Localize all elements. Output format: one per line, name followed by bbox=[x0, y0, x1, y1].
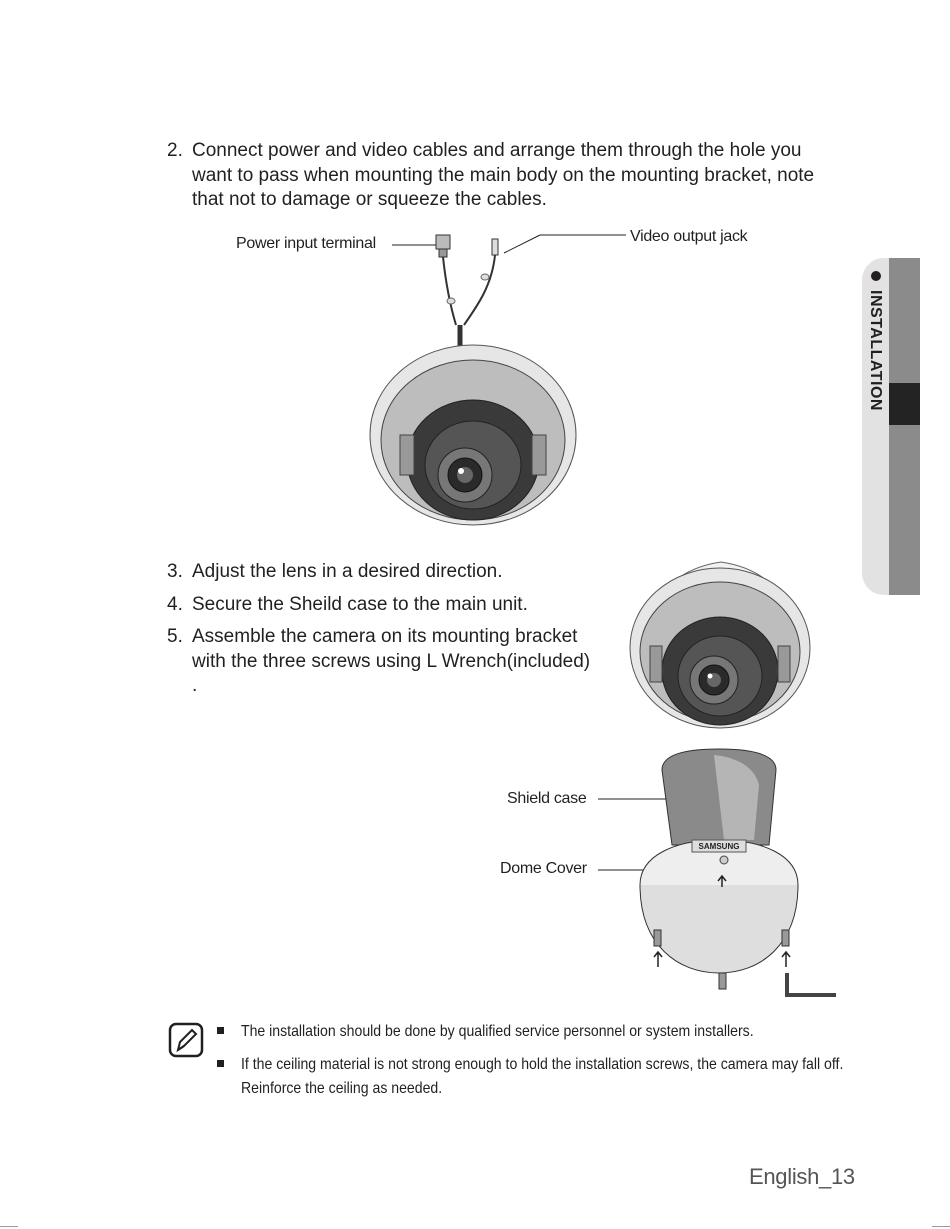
step-2-line-3: that not to damage or squeeze the cables. bbox=[192, 189, 547, 210]
power-input-label: Power input terminal bbox=[236, 235, 376, 252]
shield-case-label: Shield case bbox=[507, 790, 587, 807]
section-tab-band bbox=[889, 258, 920, 595]
step-number: 4. bbox=[167, 594, 183, 615]
note-pencil-icon bbox=[168, 1022, 204, 1058]
dome-cover-icon bbox=[640, 840, 798, 973]
video-leader-line bbox=[504, 235, 540, 253]
step-number: 2. bbox=[167, 140, 183, 161]
samsung-logo: SAMSUNG bbox=[698, 842, 740, 851]
crop-mark bbox=[932, 1226, 950, 1227]
camera-lens-figure bbox=[626, 556, 816, 736]
dome-camera-icon bbox=[630, 562, 810, 728]
step-2-line-2: want to pass when mounting the main body on the mounting bracket, note bbox=[192, 164, 815, 186]
shield-dome-figure bbox=[594, 745, 844, 1000]
step-5-line-1: Assemble the camera on its mounting bracket bbox=[192, 626, 578, 647]
note-item-2-continuation: Reinforce the ceiling as needed. bbox=[241, 1080, 443, 1097]
video-output-label: Video output jack bbox=[630, 228, 748, 245]
page-number: English_13 bbox=[749, 1164, 855, 1189]
arrow-up-icon bbox=[654, 952, 662, 967]
step-number: 5. bbox=[167, 626, 183, 647]
step-3 bbox=[167, 560, 627, 586]
note-item-2: If the ceiling material is not strong enough to hold the installation screws, the camera may fall off. bbox=[241, 1056, 844, 1073]
step-4 bbox=[167, 593, 627, 619]
arrow-up-icon bbox=[782, 952, 790, 967]
l-wrench-icon bbox=[787, 973, 836, 995]
crop-mark bbox=[0, 1226, 18, 1227]
step-4-text: Secure the Sheild case to the main unit. bbox=[192, 594, 528, 615]
step-3-text: Adjust the lens in a desired direction. bbox=[192, 561, 503, 582]
step-5 bbox=[167, 625, 627, 701]
step-5-line-2: with the three screws using L Wrench(included) bbox=[192, 650, 591, 672]
step-2 bbox=[167, 139, 867, 215]
square-bullet-icon bbox=[217, 1060, 224, 1067]
section-tab-text bbox=[862, 258, 889, 595]
step-5-line-3: . bbox=[192, 675, 198, 696]
camera-cables-figure bbox=[360, 225, 780, 545]
note-item-1: The installation should be done by qualified service personnel or system installers. bbox=[241, 1023, 754, 1040]
section-tab-marker bbox=[889, 383, 920, 425]
bullet-dot-icon bbox=[871, 271, 881, 281]
shield-case-icon bbox=[662, 749, 776, 845]
square-bullet-icon bbox=[217, 1027, 224, 1034]
dome-cover-label: Dome Cover bbox=[500, 860, 587, 877]
dome-camera-icon bbox=[370, 345, 576, 525]
step-number: 3. bbox=[167, 561, 183, 582]
section-tab-label: INSTALLATION bbox=[867, 290, 884, 411]
step-2-line-1: Connect power and video cables and arrange them through the hole you bbox=[192, 140, 802, 161]
cable-icon bbox=[436, 235, 498, 355]
